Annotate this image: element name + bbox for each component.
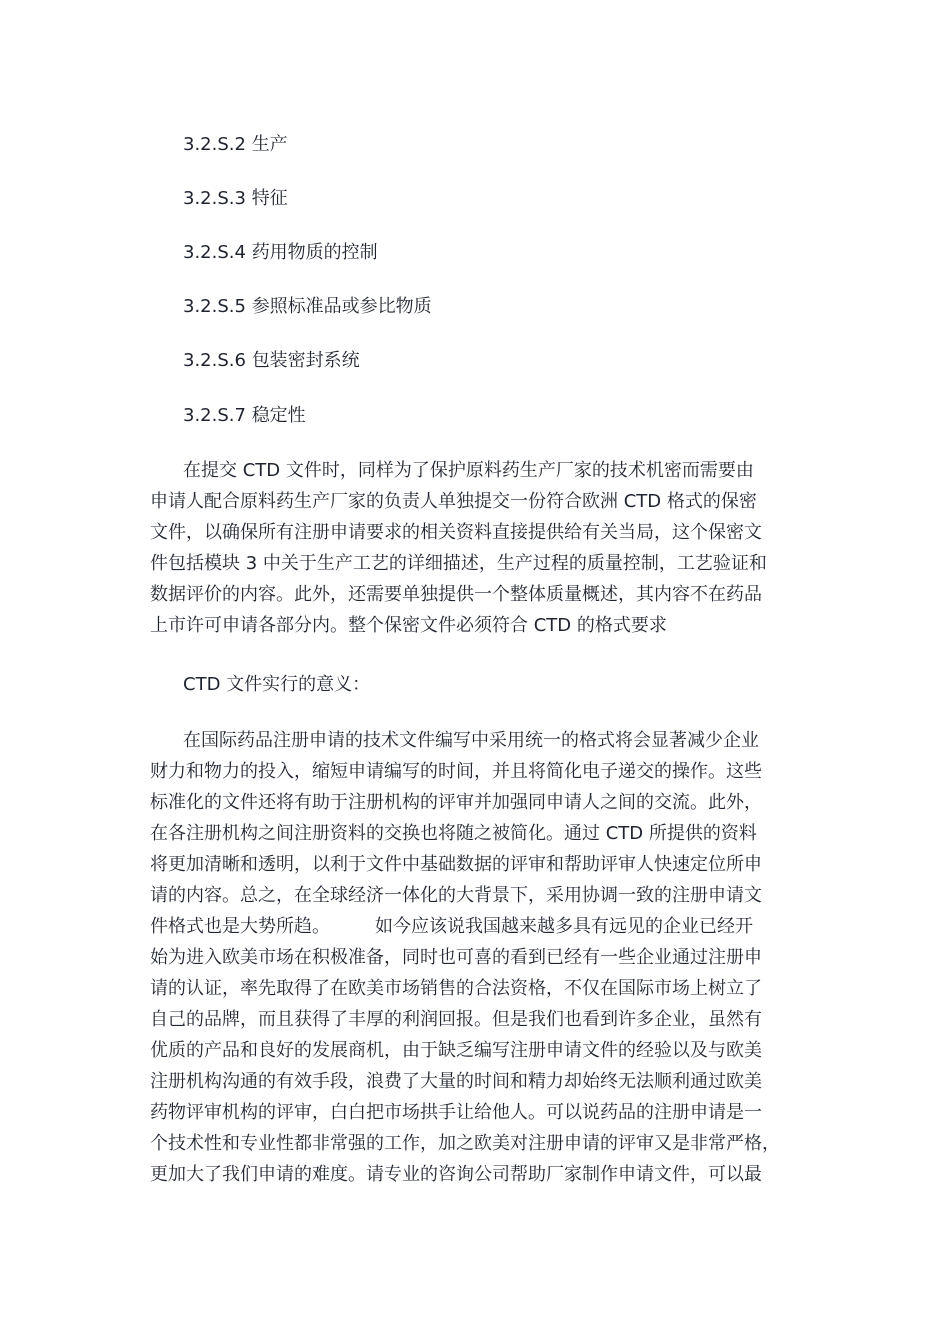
paragraph-significance xyxy=(150,725,805,1190)
section-code: 3.2.S.3 xyxy=(183,188,246,209)
paragraph-line: 数据评价的内容。此外，还需要单独提供一个整体质量概述，其内容不在药品 xyxy=(150,584,762,605)
paragraph-line: 在提交 CTD 文件时，同样为了保护原料药生产厂家的技术机密而需要由 xyxy=(183,460,754,481)
paragraph-line: 上市许可申请各部分内。整个保密文件必须符合 CTD 的格式要求 xyxy=(150,615,667,636)
paragraph-confidential-file xyxy=(150,455,805,641)
paragraph-line: 标准化的文件还将有助于注册机构的评审并加强同申请人之间的交流。此外， xyxy=(150,792,762,813)
paragraph-line: 请的内容。总之，在全球经济一体化的大背景下，采用协调一致的注册申请文 xyxy=(150,885,762,906)
section-code: 3.2.S.4 xyxy=(183,242,246,263)
section-code: 3.2.S.7 xyxy=(183,405,246,426)
paragraph-line: 请的认证，率先取得了在欧美市场销售的合法资格，不仅在国际市场上树立了 xyxy=(150,978,762,999)
section-heading-3-2-s-7 xyxy=(183,404,306,428)
significance-label: CTD 文件实行的意义： xyxy=(183,674,371,695)
paragraph-line: 优质的产品和良好的发展商机，由于缺乏编写注册申请文件的经验以及与欧美 xyxy=(150,1040,762,1061)
paragraph-line: 个技术性和专业性都非常强的工作，加之欧美对注册申请的评审又是非常严格， xyxy=(150,1133,780,1154)
section-heading-3-2-s-3 xyxy=(183,187,288,211)
section-title: 特征 xyxy=(251,188,288,209)
section-code: 3.2.S.2 xyxy=(183,134,246,155)
paragraph-line: 申请人配合原料药生产厂家的负责人单独提交一份符合欧洲 CTD 格式的保密 xyxy=(150,491,757,512)
paragraph-line: 将更加清晰和透明，以利于文件中基础数据的评审和帮助评审人快速定位所申 xyxy=(150,854,762,875)
paragraph-line: 自己的品牌，而且获得了丰厚的利润回报。但是我们也看到许多企业，虽然有 xyxy=(150,1009,762,1030)
paragraph-line: 更加大了我们申请的难度。请专业的咨询公司帮助厂家制作申请文件，可以最 xyxy=(150,1164,762,1185)
section-code: 3.2.S.5 xyxy=(183,296,246,317)
paragraph-line: 件格式也是大势所趋。 如今应该说我国越来越多具有远见的企业已经开 xyxy=(150,916,753,937)
paragraph-line: 药物评审机构的评审，白白把市场拱手让给他人。可以说药品的注册申请是一 xyxy=(150,1102,762,1123)
paragraph-line: 件包括模块 3 中关于生产工艺的详细描述，生产过程的质量控制，工艺验证和 xyxy=(150,553,767,574)
section-heading-3-2-s-5 xyxy=(183,295,432,319)
section-title: 生产 xyxy=(251,134,288,155)
section-heading-3-2-s-4 xyxy=(183,241,378,265)
section-heading-3-2-s-2 xyxy=(183,133,288,157)
paragraph-line: 财力和物力的投入，缩短申请编写的时间，并且将简化电子递交的操作。这些 xyxy=(150,761,762,782)
paragraph-line: 在各注册机构之间注册资料的交换也将随之被简化。通过 CTD 所提供的资料 xyxy=(150,823,757,844)
section-title: 药用物质的控制 xyxy=(251,242,378,263)
section-title: 参照标准品或参比物质 xyxy=(251,296,432,317)
paragraph-line: 文件，以确保所有注册申请要求的相关资料直接提供给有关当局，这个保密文 xyxy=(150,522,762,543)
section-code: 3.2.S.6 xyxy=(183,350,246,371)
section-title: 包装密封系统 xyxy=(251,350,360,371)
paragraph-line: 在国际药品注册申请的技术文件编写中采用统一的格式将会显著减少企业 xyxy=(183,730,759,751)
section-heading-3-2-s-6 xyxy=(183,349,360,373)
paragraph-line: 始为进入欧美市场在积极准备，同时也可喜的看到已经有一些企业通过注册申 xyxy=(150,947,762,968)
section-title: 稳定性 xyxy=(251,405,306,426)
paragraph-line: 注册机构沟通的有效手段，浪费了大量的时间和精力却始终无法顺利通过欧美 xyxy=(150,1071,762,1092)
